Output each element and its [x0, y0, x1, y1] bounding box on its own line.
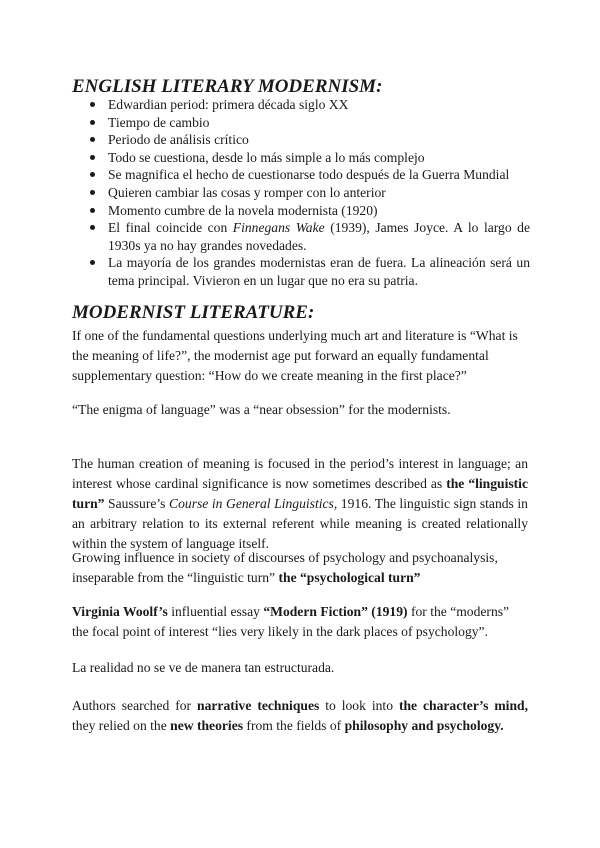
bullet-icon: [90, 190, 95, 195]
list-item: Edwardian period: primera década siglo XX: [0, 96, 600, 114]
bullet-icon: [90, 102, 95, 107]
bullet-icon: [90, 172, 95, 177]
bullet-icon: [90, 225, 95, 230]
paragraph-authors: Authors searched for narrative techniques to look into the character’s mind, they relied on the new theories from the fields of philosophy and psychology.: [72, 698, 528, 733]
paragraph-psychological-turn: Growing influence in society of discourses of psychology and psychoanalysis, inseparable from the “linguistic turn” the “psychological turn”: [72, 550, 498, 585]
list-item: Todo se cuestiona, desde lo más simple a lo más complejo: [0, 149, 600, 167]
heading-modernist-literature: MODERNIST LITERATURE:: [72, 302, 315, 323]
paragraph-meaning: If one of the fundamental questions underlying much art and literature is “What is the meaning of life?”, the modernist age put forward an equally fundamental supplementary question: “How do we create meaning in the first place?”: [72, 328, 518, 383]
paragraph-enigma: “The enigma of language” was a “near obsession” for the modernists.: [72, 402, 451, 417]
paragraph-linguistic-turn: The human creation of meaning is focused in the period’s interest in language; an interest whose cardinal significance is now sometimes described as the “linguistic turn” Saussure’s Course in General Linguistics, 1916. The linguistic sign stands in an arbitrary relation to its external referent while meaning is created relationally within the system of language itself.: [72, 456, 528, 551]
bullet-list: [0, 96, 600, 290]
bullet-icon: [90, 155, 95, 160]
bullet-icon: [90, 208, 95, 213]
list-item: Momento cumbre de la novela modernista (1920): [0, 202, 600, 220]
paragraph-realidad: La realidad no se ve de manera tan estructurada.: [72, 660, 335, 675]
list-item: Periodo de análisis crítico: [0, 131, 600, 149]
heading-english-literary-modernism: ENGLISH LITERARY MODERNISM:: [72, 76, 383, 97]
bullet-icon: [90, 137, 95, 142]
bullet-icon: [90, 260, 95, 265]
bullet-icon: [90, 120, 95, 125]
list-item: Se magnifica el hecho de cuestionarse todo después de la Guerra Mundial: [0, 166, 600, 184]
list-item: Quieren cambiar las cosas y romper con lo anterior: [0, 184, 600, 202]
list-item: La mayoría de los grandes modernistas eran de fuera. La alineación será un tema principal. Vivieron en un lugar que no era su patria.: [0, 254, 600, 289]
paragraph-woolf: Virginia Woolf’s influential essay “Modern Fiction” (1919) for the “moderns” the focal point of interest “lies very likely in the dark places of psychology”.: [72, 604, 510, 639]
list-item: Tiempo de cambio: [0, 114, 600, 132]
list-item: El final coincide con Finnegans Wake (1939), James Joyce. A lo largo de 1930s ya no hay grandes novedades.: [0, 219, 600, 254]
